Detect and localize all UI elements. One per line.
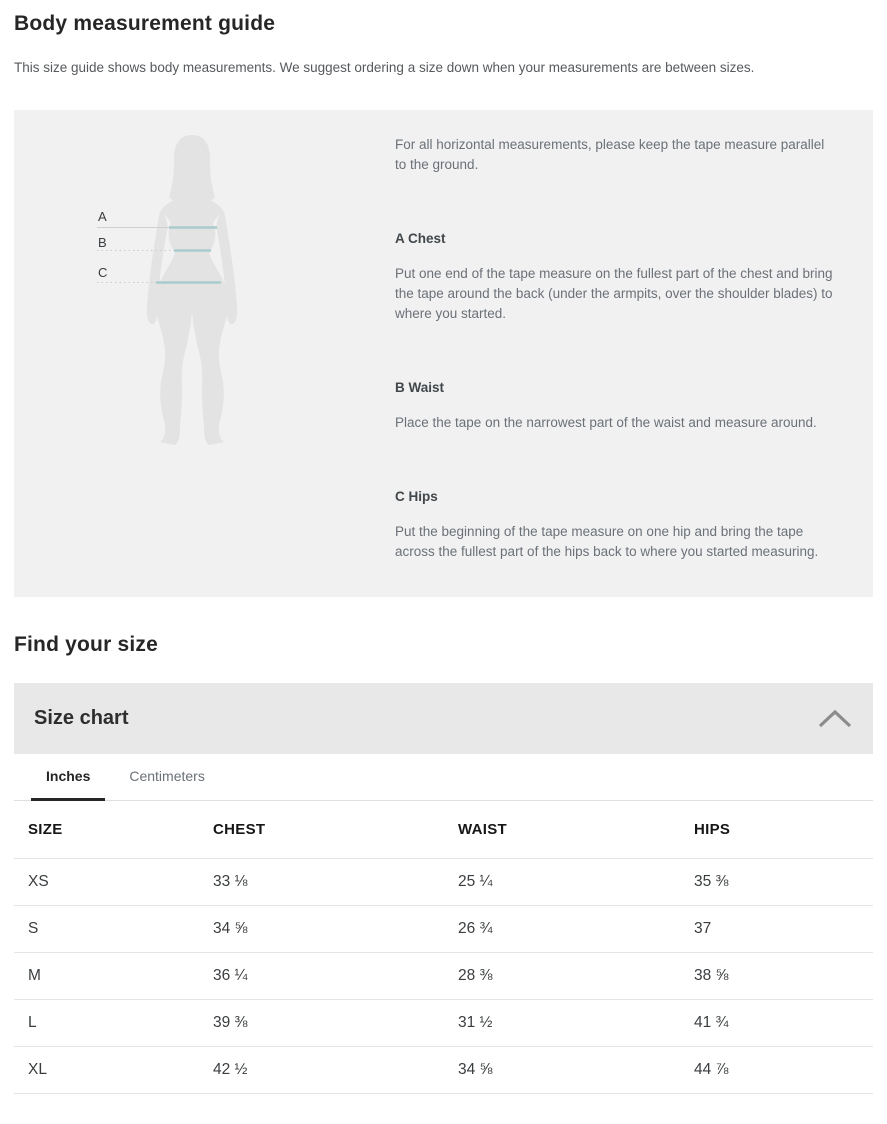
measurement-instructions — [382, 110, 873, 597]
hips-section — [395, 487, 836, 562]
page — [0, 12, 887, 1094]
measurement-guide-panel — [14, 110, 873, 597]
tab-inches[interactable]: Inches — [31, 754, 105, 801]
find-your-size-heading: Find your size — [14, 633, 158, 656]
body-silhouette-figure — [14, 110, 382, 597]
page-subtitle: This size guide shows body measurements. We suggest ordering a size down when your measurements are between sizes. — [14, 60, 755, 75]
chest-cell: 33 ⅛ — [199, 858, 444, 905]
size-cell: XL — [14, 1046, 199, 1093]
table-header-row — [14, 801, 873, 858]
tab-centimeters[interactable]: Centimeters — [129, 768, 205, 784]
column-header-waist: WAIST — [444, 801, 680, 858]
waist-line-label: B — [98, 235, 107, 250]
table-row-m — [14, 952, 873, 999]
column-header-chest: CHEST — [199, 801, 444, 858]
size-cell: L — [14, 999, 199, 1046]
waist-cell: 34 ⅝ — [444, 1046, 680, 1093]
hips-section-body: Put the beginning of the tape measure on one hip and bring the tape across the fullest part of the hips back to where you started measuring. — [395, 524, 819, 559]
waist-cell: 31 ½ — [444, 999, 680, 1046]
chest-line-label: A — [98, 209, 107, 224]
chest-section-body: Put one end of the tape measure on the fullest part of the chest and bring the tape around the back (under the armpits, over the shoulder blades) to where you started. — [395, 266, 833, 321]
hips-cell: 44 ⅞ — [680, 1046, 873, 1093]
waist-cell: 25 ¼ — [444, 858, 680, 905]
body-diagram — [14, 110, 382, 597]
waist-cell: 26 ¾ — [444, 905, 680, 952]
silhouette-neck — [184, 168, 200, 200]
hips-line-label: C — [98, 265, 108, 280]
waist-section-heading: B Waist — [395, 380, 445, 395]
chevron-up-icon[interactable] — [817, 708, 853, 730]
hips-cell: 38 ⅝ — [680, 952, 873, 999]
waist-section-body: Place the tape on the narrowest part of the waist and measure around. — [395, 415, 817, 430]
table-row-l — [14, 999, 873, 1046]
hips-section-heading: C Hips — [395, 489, 438, 504]
size-chart-table — [14, 801, 873, 1094]
size-cell: S — [14, 905, 199, 952]
hips-cell: 37 — [680, 905, 873, 952]
hips-cell: 35 ⅜ — [680, 858, 873, 905]
measurement-intro: For all horizontal measurements, please keep the tape measure parallel to the ground. — [395, 137, 825, 172]
table-row-s — [14, 905, 873, 952]
page-title: Body measurement guide — [14, 12, 276, 35]
size-cell: M — [14, 952, 199, 999]
chest-cell: 42 ½ — [199, 1046, 444, 1093]
chest-section-heading: A Chest — [395, 231, 446, 246]
size-cell: XS — [14, 858, 199, 905]
table-row-xl — [14, 1046, 873, 1093]
size-chart-accordion-header[interactable] — [14, 683, 873, 754]
table-row-xs — [14, 858, 873, 905]
chest-cell: 39 ⅜ — [199, 999, 444, 1046]
waist-section — [395, 378, 836, 433]
hips-cell: 41 ¾ — [680, 999, 873, 1046]
unit-tabs — [14, 754, 873, 801]
column-header-size: SIZE — [14, 801, 199, 858]
chest-cell: 34 ⅝ — [199, 905, 444, 952]
chest-section — [395, 229, 836, 324]
size-chart-title: Size chart — [34, 707, 129, 729]
chest-cell: 36 ¼ — [199, 952, 444, 999]
waist-cell: 28 ⅜ — [444, 952, 680, 999]
column-header-hips: HIPS — [680, 801, 873, 858]
